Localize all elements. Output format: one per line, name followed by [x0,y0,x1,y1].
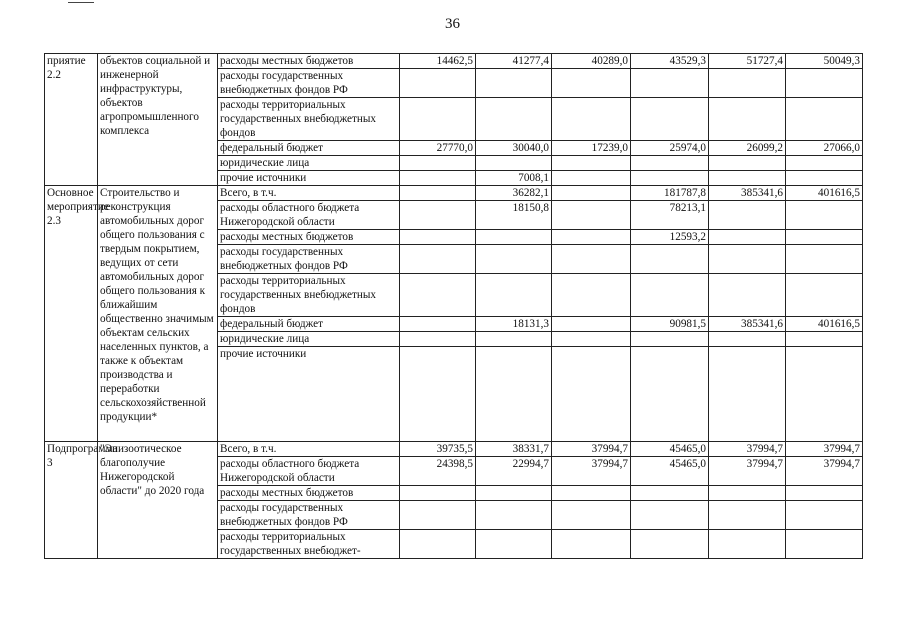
value-cell [709,501,786,530]
value-cell [709,274,786,317]
value-cell: 41277,4 [476,54,552,69]
value-cell: 45465,0 [631,442,709,457]
value-cell [786,69,863,98]
section-name: объектов социальной и инженерной инфраструктуры, объектов агропромышленного комплекса [98,54,218,186]
value-cell [552,486,631,501]
funding-source-label: расходы местных бюджетов [218,230,400,245]
value-cell [476,156,552,171]
value-cell [400,230,476,245]
funding-source-label: расходы государственных внебюджетных фондов РФ [218,245,400,274]
value-cell: 39735,5 [400,442,476,457]
value-cell [786,332,863,347]
value-cell [709,201,786,230]
value-cell [786,98,863,141]
value-cell [400,530,476,559]
value-cell [552,530,631,559]
value-cell [400,156,476,171]
funding-source-label: расходы государственных внебюджетных фондов РФ [218,69,400,98]
value-cell [400,486,476,501]
value-cell: 30040,0 [476,141,552,156]
value-cell: 37994,7 [709,442,786,457]
value-cell [400,274,476,317]
value-cell [786,274,863,317]
value-cell: 22994,7 [476,457,552,486]
value-cell [709,332,786,347]
top-rule [68,2,94,3]
value-cell: 18150,8 [476,201,552,230]
value-cell: 37994,7 [786,457,863,486]
value-cell [786,486,863,501]
value-cell [400,317,476,332]
funding-source-label: Всего, в т.ч. [218,186,400,201]
value-cell [631,171,709,186]
value-cell: 17239,0 [552,141,631,156]
value-cell [476,347,552,442]
value-cell: 18131,3 [476,317,552,332]
value-cell: 38331,7 [476,442,552,457]
value-cell [552,347,631,442]
value-cell [476,69,552,98]
value-cell [631,486,709,501]
funding-source-label: расходы государственных внебюджетных фондов РФ [218,501,400,530]
value-cell: 51727,4 [709,54,786,69]
value-cell: 27066,0 [786,141,863,156]
value-cell [631,69,709,98]
value-cell [631,332,709,347]
value-cell [786,156,863,171]
value-cell [476,245,552,274]
funding-source-label: расходы местных бюджетов [218,54,400,69]
value-cell [631,274,709,317]
funding-source-label: расходы областного бюджета Нижегородской области [218,457,400,486]
value-cell: 7008,1 [476,171,552,186]
value-cell [552,201,631,230]
funding-source-label: расходы территориальных государственных внебюджет- [218,530,400,559]
value-cell: 24398,5 [400,457,476,486]
value-cell: 385341,6 [709,186,786,201]
value-cell: 401616,5 [786,317,863,332]
value-cell: 181787,8 [631,186,709,201]
value-cell [476,98,552,141]
value-cell [400,347,476,442]
funding-source-label: Всего, в т.ч. [218,442,400,457]
page-number: 36 [445,16,460,32]
value-cell: 78213,1 [631,201,709,230]
funding-source-label: расходы местных бюджетов [218,486,400,501]
value-cell [476,530,552,559]
value-cell: 45465,0 [631,457,709,486]
value-cell [786,171,863,186]
funding-source-label: федеральный бюджет [218,317,400,332]
section-name: "Эпизоотическое благополучие Нижегородской области" до 2020 года [98,442,218,559]
value-cell [631,245,709,274]
value-cell [709,486,786,501]
value-cell: 12593,2 [631,230,709,245]
value-cell [709,156,786,171]
value-cell: 27770,0 [400,141,476,156]
value-cell [786,245,863,274]
value-cell [400,69,476,98]
value-cell: 37994,7 [709,457,786,486]
funding-source-label: юридические лица [218,156,400,171]
funding-source-label: расходы территориальных государственных внебюджетных фондов [218,274,400,317]
budget-table [44,53,863,559]
value-cell [400,332,476,347]
value-cell [631,530,709,559]
funding-source-label: прочие источники [218,347,400,442]
value-cell [709,171,786,186]
value-cell [476,486,552,501]
value-cell [709,98,786,141]
value-cell [400,245,476,274]
value-cell: 385341,6 [709,317,786,332]
value-cell: 37994,7 [552,442,631,457]
value-cell [476,501,552,530]
value-cell [400,201,476,230]
value-cell [709,530,786,559]
value-cell [476,230,552,245]
section-code: приятие 2.2 [45,54,98,186]
table-body [45,54,863,559]
value-cell: 37994,7 [552,457,631,486]
value-cell [552,186,631,201]
value-cell [552,317,631,332]
value-cell: 26099,2 [709,141,786,156]
value-cell: 36282,1 [476,186,552,201]
value-cell [709,230,786,245]
value-cell [709,347,786,442]
section-code: Основное мероприятие 2.3 [45,186,98,442]
funding-source-label: федеральный бюджет [218,141,400,156]
funding-source-label: расходы областного бюджета Нижегородской области [218,201,400,230]
value-cell: 25974,0 [631,141,709,156]
value-cell [786,530,863,559]
value-cell: 40289,0 [552,54,631,69]
value-cell [552,69,631,98]
value-cell [552,332,631,347]
value-cell [552,274,631,317]
value-cell: 50049,3 [786,54,863,69]
section-code: Подпрограмма 3 [45,442,98,559]
value-cell [786,201,863,230]
table-row [45,442,863,457]
section-name: Строительство и реконструкция автомобильных дорог общего пользования с твердым покрытием, ведущих от сети автомобильных дорог общего пользования к ближайшим общественно значимым объектам сельских населенных пунктов, а также к объектам производства и переработки сельскохозяйственной продукции* [98,186,218,442]
value-cell: 43529,3 [631,54,709,69]
funding-source-label: расходы территориальных государственных внебюджетных фондов [218,98,400,141]
value-cell [400,501,476,530]
table-row [45,186,863,201]
value-cell [786,501,863,530]
table-row [45,54,863,69]
value-cell [786,230,863,245]
value-cell [709,245,786,274]
value-cell [631,156,709,171]
value-cell: 90981,5 [631,317,709,332]
value-cell [552,230,631,245]
value-cell [552,171,631,186]
value-cell [552,245,631,274]
value-cell: 14462,5 [400,54,476,69]
value-cell [631,501,709,530]
value-cell: 401616,5 [786,186,863,201]
value-cell [786,347,863,442]
value-cell: 37994,7 [786,442,863,457]
value-cell [631,98,709,141]
value-cell [400,98,476,141]
value-cell [476,332,552,347]
value-cell [631,347,709,442]
value-cell [552,501,631,530]
value-cell [476,274,552,317]
value-cell [709,69,786,98]
value-cell [400,186,476,201]
value-cell [552,98,631,141]
value-cell [400,171,476,186]
value-cell [552,156,631,171]
funding-source-label: юридические лица [218,332,400,347]
funding-source-label: прочие источники [218,171,400,186]
